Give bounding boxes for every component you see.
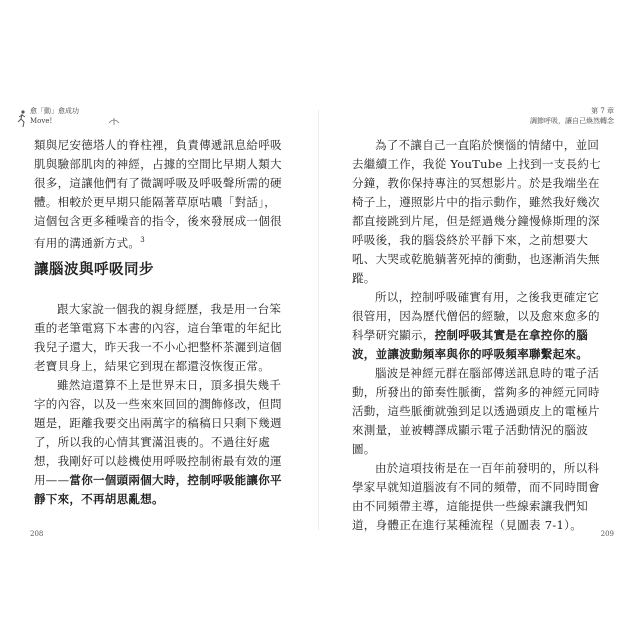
left-paragraph-2: 跟大家說一個我的親身經歷，我是用一台笨重的老筆電寫下本書的內容，這台筆電的年紀比我兒子還大，昨天我一不小心把整杯茶灑到這個老寶貝身上，結果它到現在都還沒恢復正常。 (34, 302, 282, 373)
right-body (352, 136, 602, 535)
book-spread (14, 100, 626, 540)
left-paragraph-3-text: 雖然這還算不上是世界末日，頂多損失幾千字的內容，以及一些來來回回的潤飾修改，但問題是，距離我要交出兩萬字的稿稿日只剩下幾週了，所以我的心情其實滿沮喪的。不過往好處想，我剛好可以趁機使用呼吸控制術最有效的運用—— (34, 378, 282, 487)
left-body-bottom (34, 300, 284, 509)
book-gutter (318, 110, 319, 530)
right-paragraph-2-bold: 控制呼吸其實是在拿控你的腦波，並讓波動頻率與你的呼吸頻率聯繫起來。 (352, 328, 589, 361)
runner-icon (16, 110, 28, 128)
page-number-right: 209 (600, 530, 614, 538)
footnote-mark: 3 (140, 236, 145, 244)
chapter-title: 調節呼吸，讓自己煥然轉念 (530, 117, 614, 125)
section-heading: 讓腦波與呼吸同步 (34, 261, 154, 278)
ornament-icon (108, 116, 120, 126)
right-paragraph-1: 為了不讓自己一直陷於懊惱的情緒中，並回去繼續工作，我從 YouTube 上找到一支長約七分鐘，教你保持專注的冥想影片。於是我端坐在椅子上，遵照影片中的指示動作，雖然我好幾次都直接跳到片尾，但是經過幾分鐘慢條斯理的深呼吸後，我的腦袋終於平靜下來，之前想要大吼、大哭或乾脆躺著死掉的衝動，也逐漸消失無蹤。 (352, 138, 601, 285)
left-paragraph-3-bold: 當你一個頭兩個大時，控制呼吸能讓你平靜下來，不再胡思亂想。 (34, 473, 282, 506)
right-paragraph-2 (352, 288, 602, 364)
running-header-right (530, 106, 614, 126)
right-paragraph-3: 腦波是神經元群在腦部傳送訊息時的電子活動，所發出的節奏性脈衝，當夠多的神經元同時活動，這些脈衝就強到足以透過頭皮上的電極片來測量，並被轉譯成顯示電子活動情況的腦波圖。 (352, 366, 600, 456)
left-page (24, 100, 314, 540)
right-paragraph-2-text: 所以，控制呼吸確實有用，之後我更確定它很管用，因為歷代僧侶的經驗，以及愈來愈多的科學研究顯示， (352, 290, 600, 342)
chapter-label: 第 7 章 (591, 107, 614, 115)
left-paragraph-1: 類與尼安德塔人的脊柱裡，負責傳遞訊息給呼吸肌與驗部肌肉的神經，占據的空間比早期人類大很多，這讓他們有了微調呼吸及呼吸聲所需的硬體。相較於更早期只能隔著草原咕噥「對話」，這個包含更多種噪音的指令，後來發展成一個很有用的溝通新方式。 (34, 138, 282, 250)
page-number-left: 208 (30, 530, 44, 538)
right-page (330, 100, 620, 540)
book-subtitle: Move! (30, 117, 53, 125)
book-title: 愈「動」愈成功 (30, 107, 79, 115)
running-header-left (30, 106, 79, 126)
right-paragraph-4: 由於這項技術是在一百年前發明的，所以科學家早就知道腦波有不同的頻帶，而不同時間會由不同頻帶主導，這能提供一些線索讓我們知道，身體正在進行某種流程（見圖表 7-1）。 (352, 461, 600, 532)
left-paragraph-3 (34, 376, 284, 509)
left-body-top (34, 136, 284, 253)
